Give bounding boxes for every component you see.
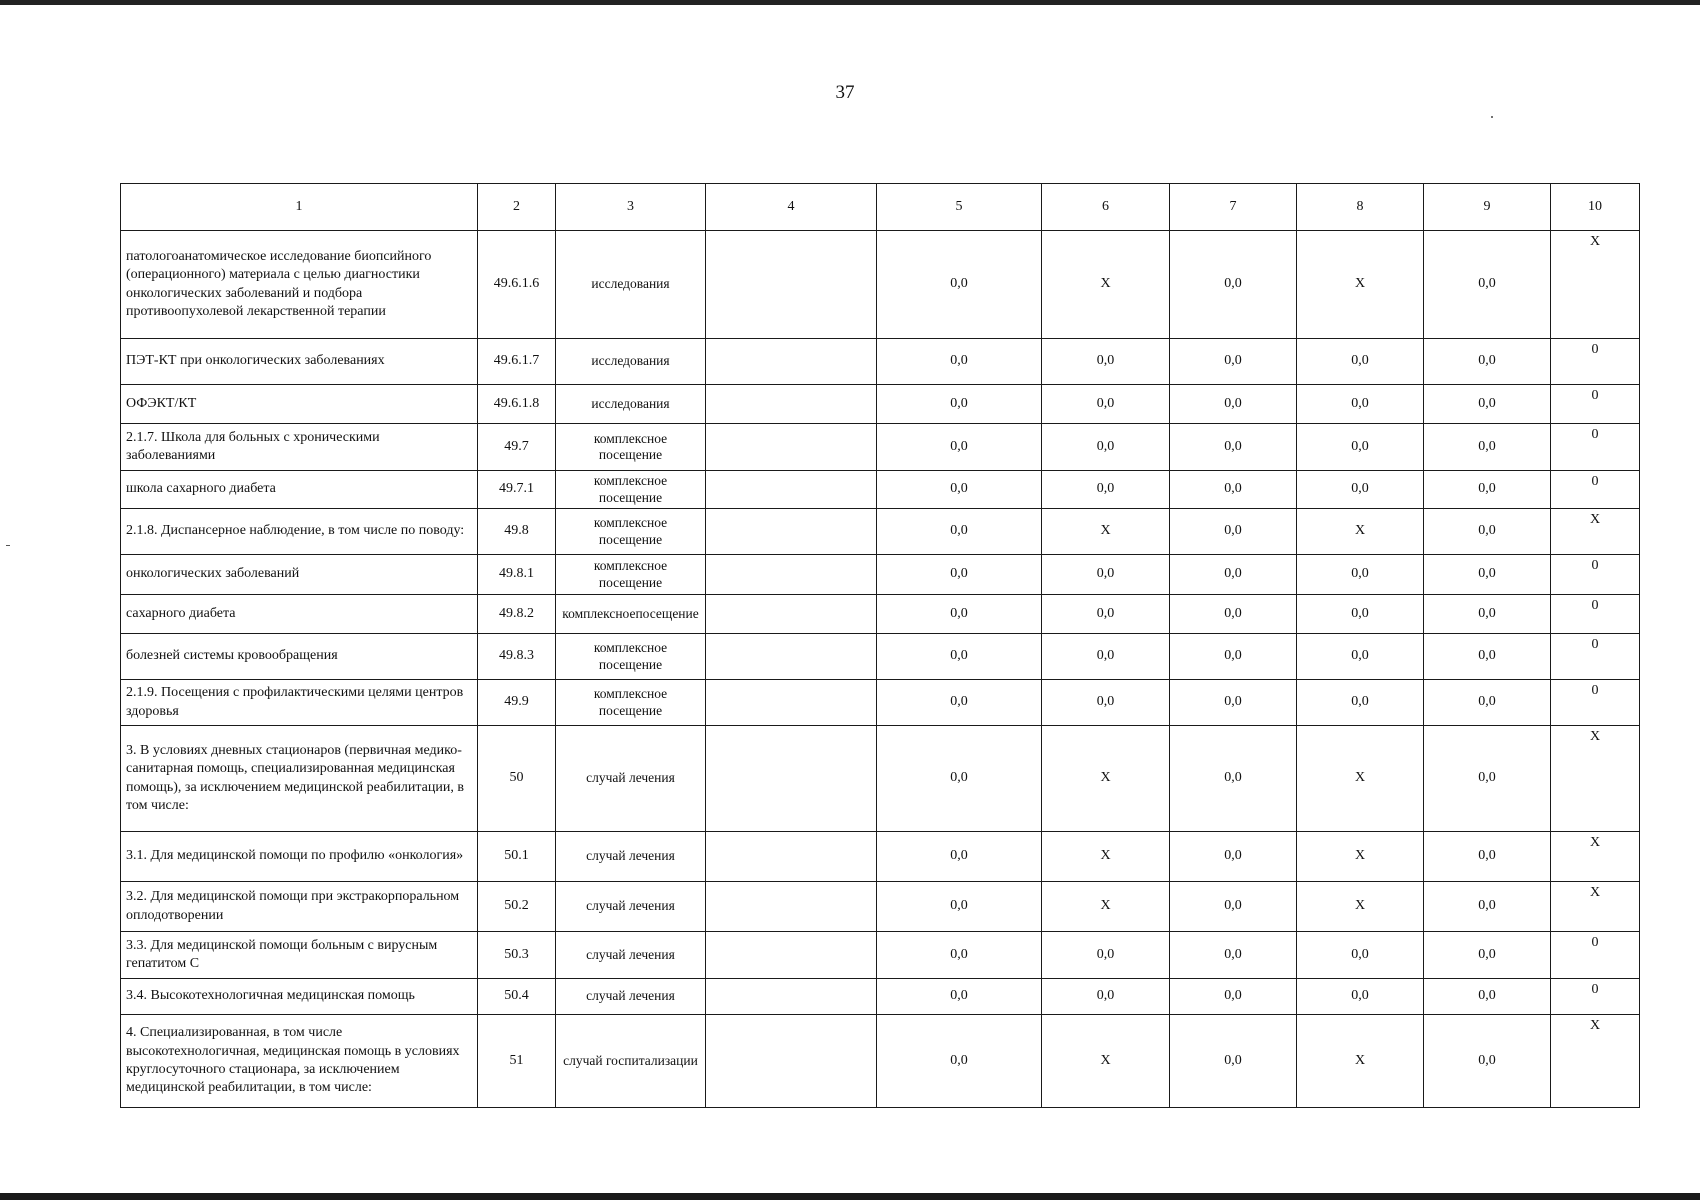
row-col9: 0,0 (1424, 634, 1551, 680)
row-code: 50.2 (478, 882, 556, 932)
row-col5: 0,0 (877, 1015, 1042, 1108)
column-header-7: 7 (1170, 184, 1297, 231)
row-col7: 0,0 (1170, 339, 1297, 385)
row-col7: 0,0 (1170, 595, 1297, 634)
row-name: школа сахарного диабета (121, 471, 478, 509)
row-name: 4. Специализированная, в том числе высокотехнологичная, медицинская помощь в условиях круглосуточного стационара, за исключением медицинской реабилитации, в том числе: (121, 1015, 478, 1108)
column-header-5: 5 (877, 184, 1042, 231)
row-col7: 0,0 (1170, 231, 1297, 339)
row-col8: 0,0 (1297, 680, 1424, 726)
row-col10: 0 (1551, 932, 1640, 979)
table-row (121, 471, 1640, 509)
table-row (121, 339, 1640, 385)
row-col6: 0,0 (1042, 424, 1170, 471)
row-col7: 0,0 (1170, 726, 1297, 832)
row-unit: комплексное посещение (556, 680, 706, 726)
row-col9: 0,0 (1424, 832, 1551, 882)
row-col8: 0,0 (1297, 339, 1424, 385)
row-col6: 0,0 (1042, 680, 1170, 726)
row-code: 50.1 (478, 832, 556, 882)
row-col7: 0,0 (1170, 979, 1297, 1015)
row-col4 (706, 882, 877, 932)
row-col8: Х (1297, 832, 1424, 882)
column-header-6: 6 (1042, 184, 1170, 231)
row-col7: 0,0 (1170, 634, 1297, 680)
row-col9: 0,0 (1424, 424, 1551, 471)
row-code: 49.7.1 (478, 471, 556, 509)
row-name: болезней системы кровообращения (121, 634, 478, 680)
row-col8: 0,0 (1297, 634, 1424, 680)
row-col4 (706, 832, 877, 882)
row-col7: 0,0 (1170, 680, 1297, 726)
row-col7: 0,0 (1170, 555, 1297, 595)
row-col6: Х (1042, 231, 1170, 339)
row-name: 3.1. Для медицинской помощи по профилю «онкология» (121, 832, 478, 882)
row-col7: 0,0 (1170, 424, 1297, 471)
table-row (121, 680, 1640, 726)
row-col8: Х (1297, 726, 1424, 832)
row-col4 (706, 385, 877, 424)
table-row (121, 932, 1640, 979)
row-col6: Х (1042, 726, 1170, 832)
row-code: 51 (478, 1015, 556, 1108)
data-table (120, 183, 1640, 1108)
row-name: 3. В условиях дневных стационаров (первичная медико-санитарная помощь, специализированная медицинская помощь), за исключением медицинской реабилитации, в том числе: (121, 726, 478, 832)
row-col10: 0 (1551, 471, 1640, 509)
row-code: 50.4 (478, 979, 556, 1015)
row-col6: 0,0 (1042, 595, 1170, 634)
row-unit: комплексное посещение (556, 555, 706, 595)
table-row (121, 385, 1640, 424)
row-col7: 0,0 (1170, 882, 1297, 932)
row-col4 (706, 471, 877, 509)
table-row (121, 595, 1640, 634)
row-col9: 0,0 (1424, 555, 1551, 595)
row-col9: 0,0 (1424, 726, 1551, 832)
row-col10: 0 (1551, 979, 1640, 1015)
column-header-4: 4 (706, 184, 877, 231)
row-col8: 0,0 (1297, 595, 1424, 634)
row-col6: Х (1042, 882, 1170, 932)
row-col8: Х (1297, 1015, 1424, 1108)
row-unit: комплексное посещение (556, 509, 706, 555)
row-col4 (706, 595, 877, 634)
row-col8: 0,0 (1297, 555, 1424, 595)
row-code: 49.8.3 (478, 634, 556, 680)
row-col6: 0,0 (1042, 979, 1170, 1015)
row-col4 (706, 555, 877, 595)
row-col6: 0,0 (1042, 555, 1170, 595)
row-col9: 0,0 (1424, 932, 1551, 979)
row-col4 (706, 509, 877, 555)
row-code: 49.6.1.8 (478, 385, 556, 424)
row-code: 50 (478, 726, 556, 832)
scan-artifact (6, 545, 10, 546)
table-row (121, 634, 1640, 680)
row-col5: 0,0 (877, 832, 1042, 882)
row-name: 3.2. Для медицинской помощи при экстракорпоральном оплодотворении (121, 882, 478, 932)
scan-bottom-edge (0, 1193, 1700, 1200)
row-col8: 0,0 (1297, 932, 1424, 979)
page-number: 37 (835, 82, 855, 103)
row-col9: 0,0 (1424, 882, 1551, 932)
row-col6: 0,0 (1042, 932, 1170, 979)
row-code: 50.3 (478, 932, 556, 979)
row-unit: исследования (556, 385, 706, 424)
row-col10: Х (1551, 1015, 1640, 1108)
row-unit: случай лечения (556, 932, 706, 979)
row-col5: 0,0 (877, 555, 1042, 595)
row-col9: 0,0 (1424, 339, 1551, 385)
row-col8: Х (1297, 882, 1424, 932)
row-col6: 0,0 (1042, 634, 1170, 680)
row-name: онкологических заболеваний (121, 555, 478, 595)
table-row (121, 979, 1640, 1015)
row-name: патологоанатомическое исследование биопсийного (операционного) материала с целью диагностики онкологических заболеваний и подбора противоопухолевой лекарственной терапии (121, 231, 478, 339)
column-header-2: 2 (478, 184, 556, 231)
row-col5: 0,0 (877, 634, 1042, 680)
row-col5: 0,0 (877, 726, 1042, 832)
row-col10: 0 (1551, 339, 1640, 385)
row-col4 (706, 424, 877, 471)
row-unit: исследования (556, 339, 706, 385)
row-col4 (706, 339, 877, 385)
row-col5: 0,0 (877, 509, 1042, 555)
table-row (121, 882, 1640, 932)
row-col10: Х (1551, 509, 1640, 555)
row-code: 49.8 (478, 509, 556, 555)
row-col10: 0 (1551, 680, 1640, 726)
row-col8: Х (1297, 231, 1424, 339)
table-row (121, 726, 1640, 832)
row-col4 (706, 726, 877, 832)
table-row (121, 555, 1640, 595)
row-unit: случай госпитализации (556, 1015, 706, 1108)
row-name: 2.1.9. Посещения с профилактическими целями центров здоровья (121, 680, 478, 726)
row-col4 (706, 680, 877, 726)
row-col10: 0 (1551, 385, 1640, 424)
scan-artifact-dot (1491, 116, 1493, 118)
column-header-9: 9 (1424, 184, 1551, 231)
row-col5: 0,0 (877, 595, 1042, 634)
row-col10: 0 (1551, 634, 1640, 680)
row-col5: 0,0 (877, 231, 1042, 339)
row-col6: Х (1042, 832, 1170, 882)
row-col9: 0,0 (1424, 231, 1551, 339)
row-col6: 0,0 (1042, 471, 1170, 509)
column-header-10: 10 (1551, 184, 1640, 231)
row-col10: 0 (1551, 595, 1640, 634)
row-col4 (706, 1015, 877, 1108)
row-col7: 0,0 (1170, 832, 1297, 882)
row-name: 2.1.7. Школа для больных с хроническими заболеваниями (121, 424, 478, 471)
row-col8: 0,0 (1297, 979, 1424, 1015)
row-col6: Х (1042, 1015, 1170, 1108)
table-row (121, 509, 1640, 555)
row-col5: 0,0 (877, 471, 1042, 509)
row-col7: 0,0 (1170, 509, 1297, 555)
row-col4 (706, 979, 877, 1015)
row-col9: 0,0 (1424, 595, 1551, 634)
table-row (121, 1015, 1640, 1108)
row-col6: 0,0 (1042, 385, 1170, 424)
row-name: 3.4. Высокотехнологичная медицинская помощь (121, 979, 478, 1015)
row-col7: 0,0 (1170, 385, 1297, 424)
row-col8: Х (1297, 509, 1424, 555)
row-col9: 0,0 (1424, 509, 1551, 555)
row-col9: 0,0 (1424, 471, 1551, 509)
row-col8: 0,0 (1297, 471, 1424, 509)
row-unit: случай лечения (556, 726, 706, 832)
row-col7: 0,0 (1170, 932, 1297, 979)
row-col10: Х (1551, 726, 1640, 832)
row-name: ОФЭКТ/КТ (121, 385, 478, 424)
row-unit: комплексное посещение (556, 634, 706, 680)
row-col5: 0,0 (877, 680, 1042, 726)
row-code: 49.6.1.7 (478, 339, 556, 385)
row-code: 49.8.2 (478, 595, 556, 634)
row-col5: 0,0 (877, 424, 1042, 471)
row-col10: 0 (1551, 555, 1640, 595)
row-col7: 0,0 (1170, 471, 1297, 509)
column-header-3: 3 (556, 184, 706, 231)
row-code: 49.6.1.6 (478, 231, 556, 339)
row-col5: 0,0 (877, 882, 1042, 932)
row-col5: 0,0 (877, 339, 1042, 385)
table-row (121, 424, 1640, 471)
row-unit: случай лечения (556, 882, 706, 932)
row-col6: Х (1042, 509, 1170, 555)
row-code: 49.7 (478, 424, 556, 471)
row-col9: 0,0 (1424, 680, 1551, 726)
row-col4 (706, 634, 877, 680)
row-col6: 0,0 (1042, 339, 1170, 385)
row-unit: комплексное посещение (556, 424, 706, 471)
row-code: 49.8.1 (478, 555, 556, 595)
row-col5: 0,0 (877, 385, 1042, 424)
row-name: сахарного диабета (121, 595, 478, 634)
row-name: ПЭТ-КТ при онкологических заболеваниях (121, 339, 478, 385)
row-col4 (706, 231, 877, 339)
row-col10: 0 (1551, 424, 1640, 471)
table-header-row (121, 184, 1640, 231)
row-unit: комплексное посещение (556, 471, 706, 509)
row-code: 49.9 (478, 680, 556, 726)
row-col10: Х (1551, 231, 1640, 339)
row-name: 3.3. Для медицинской помощи больным с вирусным гепатитом С (121, 932, 478, 979)
table-row (121, 832, 1640, 882)
row-col10: Х (1551, 882, 1640, 932)
row-col9: 0,0 (1424, 979, 1551, 1015)
column-header-8: 8 (1297, 184, 1424, 231)
row-col8: 0,0 (1297, 424, 1424, 471)
row-unit: исследования (556, 231, 706, 339)
column-header-1: 1 (121, 184, 478, 231)
row-col7: 0,0 (1170, 1015, 1297, 1108)
row-col8: 0,0 (1297, 385, 1424, 424)
row-col10: Х (1551, 832, 1640, 882)
row-col5: 0,0 (877, 979, 1042, 1015)
row-col9: 0,0 (1424, 1015, 1551, 1108)
row-col4 (706, 932, 877, 979)
scan-top-edge-shadow (0, 0, 520, 3)
table-row (121, 231, 1640, 339)
row-col5: 0,0 (877, 932, 1042, 979)
row-name: 2.1.8. Диспансерное наблюдение, в том числе по поводу: (121, 509, 478, 555)
row-unit: случай лечения (556, 832, 706, 882)
row-unit: комплексноепосещение (556, 595, 706, 634)
row-col9: 0,0 (1424, 385, 1551, 424)
row-unit: случай лечения (556, 979, 706, 1015)
